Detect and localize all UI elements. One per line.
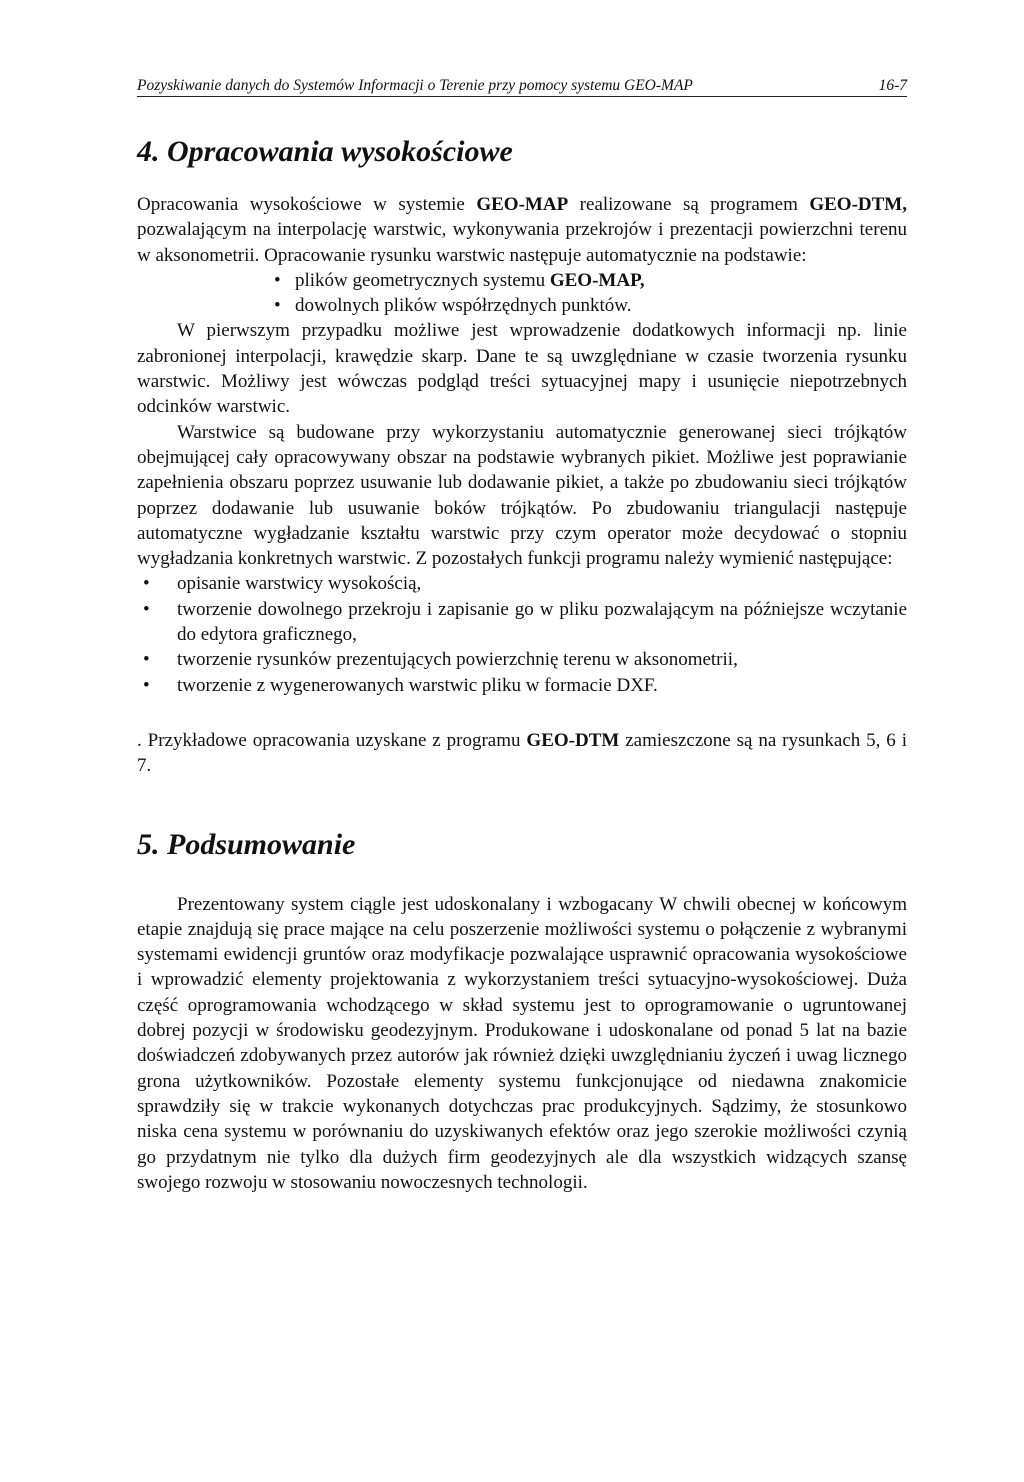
source-item-1-bold: GEO-MAP, bbox=[549, 269, 645, 291]
section-4-heading: 4. Opracowania wysokościowe bbox=[137, 135, 513, 168]
section-5-paragraph: Prezentowany system ciągle jest udoskonalany i wzbogacany W chwili obecnej w końcowym etapie znajdują się prace mające na celu poszerzenie możliwości systemu o połączenie z wybranymi systemami ewidencji gruntów oraz modyfikacje pozwalające usprawnić opracowania wysokościowe i wprowadzić elementy projektowania z wykorzystaniem treści sytuacyjno-wysokościowej. Duża część oprogramowania wchodzącego w skład systemu jest to oprogramowanie o ugruntowanej dobrej pozycji w środowisku geodezyjnym. Produkowane i udoskonalane od ponad 5 lat na bazie doświadczeń zdobywanych przez autorów jak również dzięki uwzględnianiu życzeń i uwag licznego grona użytkowników. Pozostałe elementy systemu funkcjonujące od niedawna znakomicie sprawdziły się w trakcie wykonanych dotychczas prac produkcyjnych. Sądzimy, że stosunkowo niska cena systemu w porównaniu do uzyskiwanych efektów oraz jego szerokie możliwości czynią go przydatnym nie tylko dla dużych firm geodezyjnych ale dla wszystkich widzących szansę swojego rozwoju w stosowaniu nowoczesnych technologii. bbox=[137, 893, 907, 1193]
examples-text-2: zamieszczone są na rysunkach 5, 6 i 7. bbox=[137, 729, 907, 777]
intro-text-3: pozwalającym na interpolację warstwic, wykonywania przekrojów i prezentacji powierzchni terenu w aksonometrii. Opracowanie rysunku warstwic następuje automatycznie na podstawie: bbox=[137, 219, 907, 266]
source-item-2-text: dowolnych plików współrzędnych punktów. bbox=[295, 295, 632, 317]
list-item bbox=[137, 268, 907, 293]
page-content bbox=[137, 132, 907, 1195]
intro-text-1: Opracowania wysokościowe w systemie bbox=[137, 194, 477, 215]
intro-text-2: realizowane są programem bbox=[568, 194, 810, 215]
list-item: • tworzenie dowolnego przekroju i zapisanie go w pliku pozwalającym na późniejsze wczytanie do edytora graficznego, bbox=[137, 597, 907, 648]
section-4-intro-paragraph bbox=[137, 192, 907, 268]
function-list bbox=[137, 571, 907, 697]
list-item: • tworzenie rysunków prezentujących powierzchnię terenu w aksonometrii, bbox=[137, 647, 907, 672]
examples-bold-1: GEO-DTM bbox=[526, 729, 620, 751]
list-item: • opisanie warstwicy wysokością, bbox=[137, 571, 907, 596]
source-item-1-text: plików geometrycznych systemu bbox=[295, 269, 550, 291]
running-header-title: Pozyskiwanie danych do Systemów Informacji o Terenie przy pomocy systemu GEO-MAP bbox=[137, 77, 693, 94]
list-item: • tworzenie z wygenerowanych warstwic pliku w formacie DXF. bbox=[137, 673, 907, 698]
section-4-paragraph-3: Warstwice są budowane przy wykorzystaniu automatycznie generowanej sieci trójkątów obejmującej cały opracowywany obszar na podstawie wybranych pikiet. Możliwe jest poprawianie zapełnienia obszaru poprzez usuwanie lub dodawanie pikiet, a także po zbudowaniu sieci trójkątów poprzez dodawanie lub usuwanie boków trójkątów. Po zbudowaniu triangulacji następuje automatyczne wygładzanie kształtu warstwic przy czym operator może decydować o stopniu wygładzania konkretnych warstwic. Z pozostałych funkcji programu należy wymienić następujące: bbox=[137, 421, 907, 570]
list-item bbox=[137, 293, 907, 318]
section-4-paragraph-2: W pierwszym przypadku możliwe jest wprowadzenie dodatkowych informacji np. linie zabronionej interpolacji, krawędzie skarp. Dane te są uwzględniane w czasie tworzenia rysunku warstwic. Możliwy jest wówczas podgląd treści sytuacyjnej mapy i usunięcie niepotrzebnych odcinków warstwic. bbox=[137, 320, 907, 418]
page-number: 16-7 bbox=[878, 77, 907, 94]
section-5-heading: 5. Podsumowanie bbox=[137, 827, 356, 861]
source-file-list bbox=[137, 268, 907, 319]
examples-text-1: . Przykładowe opracowania uzyskane z programu bbox=[137, 729, 527, 751]
intro-bold-2: GEO-DTM, bbox=[809, 194, 907, 215]
section-4-examples-paragraph bbox=[137, 728, 907, 779]
intro-bold-1: GEO-MAP bbox=[476, 194, 569, 215]
running-header bbox=[137, 76, 907, 97]
